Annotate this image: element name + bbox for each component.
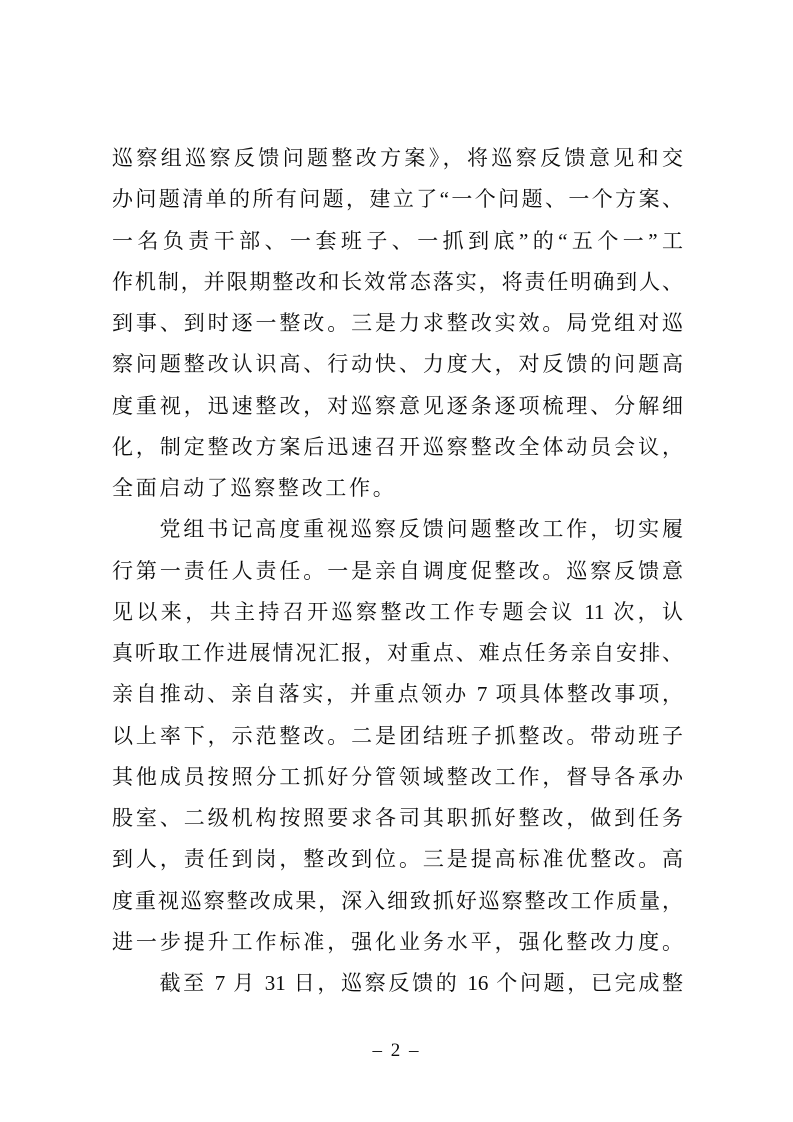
text-line: 度重视巡察整改成果，深入细致抓好巡察整改工作质量， bbox=[112, 888, 683, 913]
text-line: 行第一责任人责任。一是亲自调度促整改。巡察反馈意 bbox=[112, 558, 683, 583]
text-line-paragraph-start: 截至 7 月 31 日，巡察反馈的 16 个问题，已完成整 bbox=[159, 971, 683, 995]
text-line: 其他成员按照分工抓好分管领域整改工作，督导各承办 bbox=[112, 764, 683, 789]
text-line: 巡察组巡察反馈问题整改方案》，将巡察反馈意见和交 bbox=[112, 146, 683, 170]
text-line-paragraph-start: 党组书记高度重视巡察反馈问题整改工作，切实履 bbox=[159, 517, 683, 542]
document-body bbox=[112, 138, 683, 1004]
text-line-paragraph-end: 全面启动了巡察整改工作。 bbox=[112, 476, 397, 500]
text-line: 度重视，迅速整改，对巡察意见逐条逐项梳理、分解细 bbox=[112, 393, 683, 418]
text-line: 化，制定整改方案后迅速召开巡察整改全体动员会议， bbox=[112, 434, 683, 459]
text-line: 办问题清单的所有问题，建立了“一个问题、一个方案、 bbox=[112, 187, 683, 212]
text-line: 一名负责干部、一套班子、一抓到底”的“五个一”工 bbox=[112, 228, 683, 253]
page-footer bbox=[0, 1038, 793, 1064]
text-line: 察问题整改认识高、行动快、力度大，对反馈的问题高 bbox=[112, 352, 683, 377]
text-line: 以上率下，示范整改。二是团结班子抓整改。带动班子 bbox=[112, 723, 683, 748]
text-line: 到事、到时逐一整改。三是力求整改实效。局党组对巡 bbox=[112, 311, 683, 335]
text-line: 股室、二级机构按照要求各司其职抓好整改，做到任务 bbox=[112, 806, 683, 830]
text-line: 到人，责任到岗，整改到位。三是提高标准优整改。高 bbox=[112, 847, 683, 872]
text-line: 作机制，并限期整改和长效常态落实，将责任明确到人、 bbox=[112, 269, 683, 294]
text-line: 真听取工作进展情况汇报，对重点、难点任务亲自安排、 bbox=[112, 641, 683, 665]
page-number: – 2 – bbox=[372, 1040, 421, 1061]
text-line: 亲自推动、亲自落实，并重点领办 7 项具体整改事项， bbox=[112, 682, 683, 707]
text-line: 进一步提升工作标准，强化业务水平，强化整改力度。 bbox=[112, 929, 683, 954]
text-line: 见以来，共主持召开巡察整改工作专题会议 11 次，认 bbox=[112, 599, 683, 624]
